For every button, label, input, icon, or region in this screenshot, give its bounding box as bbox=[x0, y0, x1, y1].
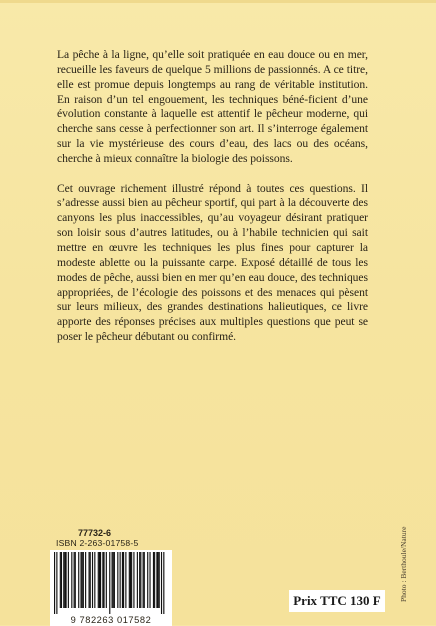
barcode-bar bbox=[61, 552, 62, 608]
barcode-bar bbox=[153, 552, 154, 608]
barcode-bar bbox=[56, 552, 57, 614]
barcode-bar bbox=[92, 552, 93, 608]
barcode-bar bbox=[113, 552, 114, 608]
barcode-bar bbox=[131, 552, 132, 608]
barcode-bar bbox=[123, 552, 124, 608]
barcode-bar bbox=[94, 552, 95, 608]
barcode-bar bbox=[60, 552, 61, 608]
reference-code: 77732-6 bbox=[78, 528, 112, 538]
barcode-digits: 9 782263 017582 bbox=[70, 615, 152, 625]
barcode-bar bbox=[156, 552, 157, 608]
barcode-bar bbox=[83, 552, 84, 608]
barcode-bar bbox=[137, 552, 138, 608]
price-label: Prix TTC 130 F bbox=[289, 590, 385, 612]
barcode-bar bbox=[125, 552, 126, 608]
barcode-bar bbox=[75, 552, 76, 608]
barcode-bar bbox=[154, 552, 155, 608]
barcode-bar bbox=[140, 552, 141, 608]
barcode-bar bbox=[80, 552, 81, 608]
barcode-bar bbox=[133, 552, 134, 608]
blurb-paragraph-2: Cet ouvrage richement illustré répond à toutes ces questions. Il s’adresse aussi bien au pêcheur sportif, qui part à la découverte des canyons les plus inaccessibles, qu’au voyageur désirant pratiquer son loisir sous d’autres latitudes, ou à l’habile technicien qui sait mettre en œuvre les techniques les plus fines pour capturer la modeste ablette ou la puissante carpe. Exposé détaillé de tous les modes de pêche, aussi bien en mer qu’en eau douce, des techniques appropriées, de l’écologie des poissons et des menaces qui pèsent sur leurs milieux, des grandes destinations halieutiques, ce livre apporte des réponses précises aux multiples questions que peut se poser le pêcheur débutant ou confirmé. bbox=[57, 181, 368, 344]
barcode-bar bbox=[149, 552, 150, 608]
barcode-bar bbox=[143, 552, 144, 608]
barcode-bar bbox=[130, 552, 131, 608]
barcode-bar bbox=[89, 552, 90, 608]
barcode-bars bbox=[50, 552, 172, 614]
cover-top-edge bbox=[0, 0, 436, 3]
barcode-bar bbox=[78, 552, 79, 608]
barcode-bar bbox=[71, 552, 72, 608]
barcode-bar bbox=[144, 552, 145, 608]
barcode-bar bbox=[159, 552, 160, 608]
barcode-bar bbox=[64, 552, 65, 608]
barcode-bar bbox=[98, 552, 99, 608]
barcode-bar bbox=[66, 552, 67, 608]
barcode-bar bbox=[100, 552, 101, 608]
barcode-bar bbox=[129, 552, 130, 608]
barcode-bar bbox=[109, 552, 110, 614]
barcode bbox=[50, 550, 172, 626]
barcode-bar bbox=[122, 552, 123, 608]
barcode-bar bbox=[117, 552, 118, 608]
barcode-bar bbox=[82, 552, 83, 608]
barcode-bar bbox=[163, 552, 164, 614]
barcode-bar bbox=[147, 552, 148, 608]
barcode-bar bbox=[103, 552, 104, 608]
barcode-bar bbox=[106, 552, 107, 608]
barcode-bar bbox=[161, 552, 162, 614]
barcode-bar bbox=[90, 552, 91, 608]
barcode-bar bbox=[139, 552, 140, 608]
barcode-bar bbox=[85, 552, 86, 608]
isbn-number: ISBN 2-263-01758-5 bbox=[56, 538, 139, 548]
blurb-paragraph-1: La pêche à la ligne, qu’elle soit pratiquée en eau douce ou en mer, recueille les faveurs de quelque 5 millions de passionnés. A ce titre, elle est promue depuis longtemps au rang de véritable institution. En raison d’un tel engouement, les techniques béné-ficient d’une évolution constante à laquelle est attentif le pêcheur moderne, qui cherche sans cesse à perfectionner son art. Il s’interroge également sur la vie mystérieuse des cours d’eau, des lacs ou des océans, cherche à mieux connaître la biologie des poissons. bbox=[57, 48, 368, 165]
barcode-bar bbox=[68, 552, 69, 608]
barcode-block bbox=[50, 528, 172, 626]
blurb-text bbox=[57, 48, 368, 345]
barcode-bar bbox=[112, 552, 113, 608]
photo-credit: Photo : Berthoule/Nature bbox=[399, 526, 408, 602]
barcode-bar bbox=[158, 552, 159, 608]
barcode-bar bbox=[120, 552, 121, 608]
barcode-bar bbox=[63, 552, 64, 608]
barcode-bar bbox=[74, 552, 75, 608]
barcode-bar bbox=[99, 552, 100, 608]
barcode-bar bbox=[54, 552, 55, 614]
barcode-bar bbox=[102, 552, 103, 608]
barcode-bar bbox=[114, 552, 115, 608]
